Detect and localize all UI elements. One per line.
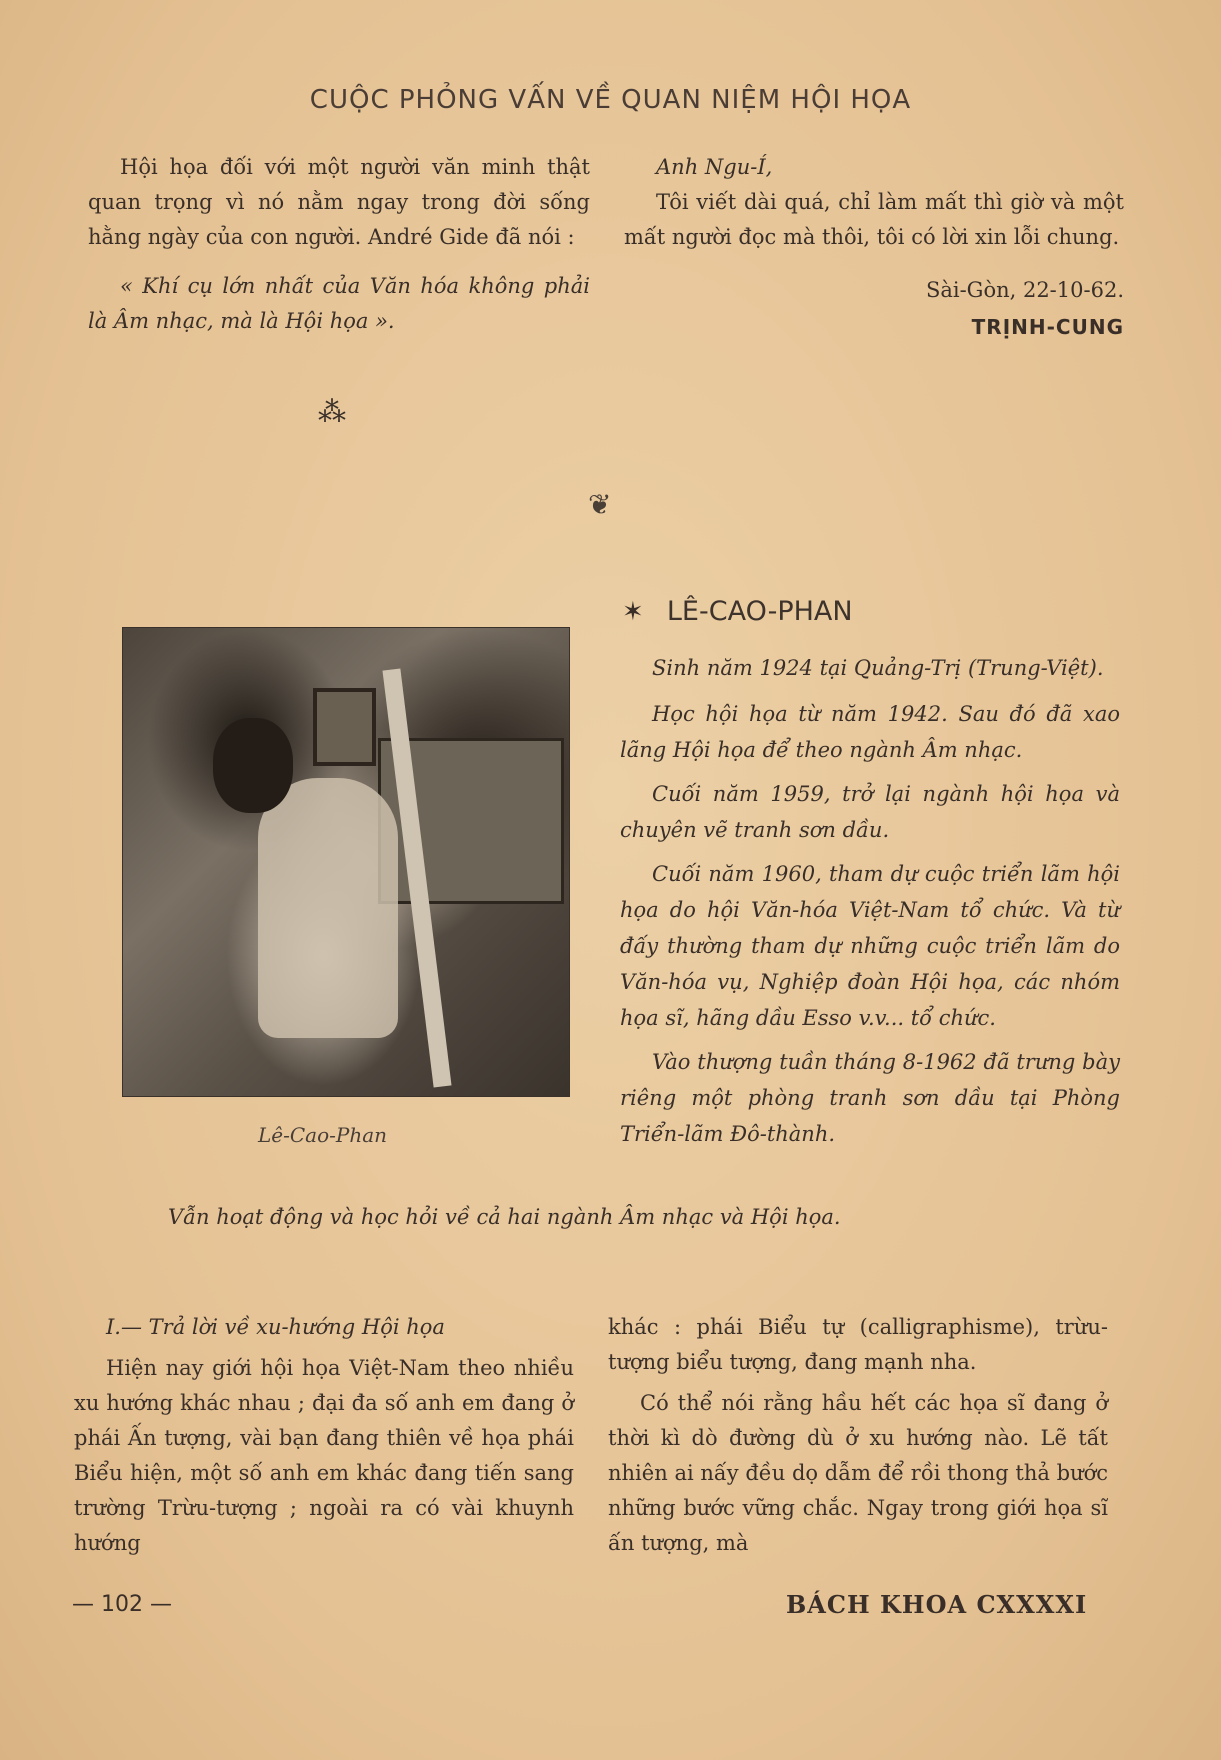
painters-paragraph: Có thể nói rằng hầu hết các họa sĩ đang ở thời kì dò đường dù ở xu hướng nào. Lẽ tất nhiên ai nấy đều dọ dẫm để rồi thong thả bước những bước vững chắc. Ngay trong giới họa sĩ ấn tượng, mà: [608, 1391, 1108, 1555]
gide-quote: « Khí cụ lớn nhất của Văn hóa không phải là Âm nhạc, mà là Hội họa ».: [88, 274, 590, 333]
page-number: — 102 —: [72, 1592, 172, 1617]
closing-paragraph: Tôi viết dài quá, chỉ làm mất thì giờ và một mất người đọc mà thôi, tôi có lời xin lỗi chung.: [624, 190, 1124, 249]
floral-ornament-icon: ❦: [588, 488, 612, 521]
intro-paragraph: Hội họa đối với một người văn minh thật quan trọng vì nó nằm ngay trong đời sống hằng ngày của con người. André Gide đã nói :: [88, 155, 590, 249]
star-icon: ✶: [622, 597, 644, 627]
bio-heading: [622, 596, 1122, 627]
painter-photo: [122, 627, 570, 1097]
bio-birth: Sinh năm 1924 tại Quảng-Trị (Trung-Việt).: [652, 656, 1104, 680]
author-signature: TRỊNH-CUNG: [971, 315, 1124, 339]
right-top-column: [624, 150, 1124, 345]
page-header-title: CUỘC PHỎNG VẤN VỀ QUAN NIỆM HỘI HỌA: [309, 85, 912, 115]
bio-solo-show: Vào thượng tuần tháng 8-1962 đã trưng bày riêng một phòng tranh sơn dầu tại Phòng Triển-lãm Đô-thành.: [620, 1050, 1120, 1146]
journal-issue: BÁCH KHOA CXXXXI: [786, 1590, 1088, 1619]
trend-paragraph-continued: khác : phái Biểu tự (calligraphisme), trừu-tượng biểu tượng, đang mạnh nha.: [608, 1315, 1108, 1374]
bio-exhibitions: Cuối năm 1960, tham dự cuộc triển lãm hội họa do hội Văn-hóa Việt-Nam tổ chức. Và từ đấy thường tham dự những cuộc triển lãm do Văn-hóa vụ, Nghiệp đoàn Hội họa, các nhóm họa sĩ, hãng dầu Esso v.v... tổ chức.: [620, 862, 1120, 1030]
lower-right-column: [608, 1310, 1108, 1561]
place-date: Sài-Gòn, 22-10-62.: [925, 278, 1124, 302]
section-heading: I.— Trả lời về xu-hướng Hội họa: [106, 1315, 445, 1339]
photo-caption: Lê-Cao-Phan: [258, 1123, 388, 1147]
letter-salutation: Anh Ngu-Í,: [656, 155, 773, 179]
asterism-divider: ⁂: [318, 395, 346, 428]
bio-study: Học hội họa từ năm 1942. Sau đó đã xao lãng Hội họa để theo ngành Âm nhạc.: [620, 702, 1120, 762]
bio-column: [620, 650, 1120, 1152]
bio-activity: Vẫn hoạt động và học hỏi về cả hai ngành Âm nhạc và Hội họa.: [168, 1205, 841, 1229]
lower-left-column: [74, 1310, 574, 1561]
painter-name: LÊ-CAO-PHAN: [666, 596, 853, 627]
bio-return: Cuối năm 1959, trở lại ngành hội họa và chuyên vẽ tranh sơn dầu.: [620, 782, 1120, 842]
trend-paragraph: Hiện nay giới hội họa Việt-Nam theo nhiều xu hướng khác nhau ; đại đa số anh em đang ở phái Ấn tượng, vài bạn đang thiên về họa phái Biểu hiện, một số anh em khác đang tiến sang trường Trừu-tượng ; ngoài ra có vài khuynh hướng: [74, 1356, 574, 1555]
left-top-column: [88, 150, 590, 339]
